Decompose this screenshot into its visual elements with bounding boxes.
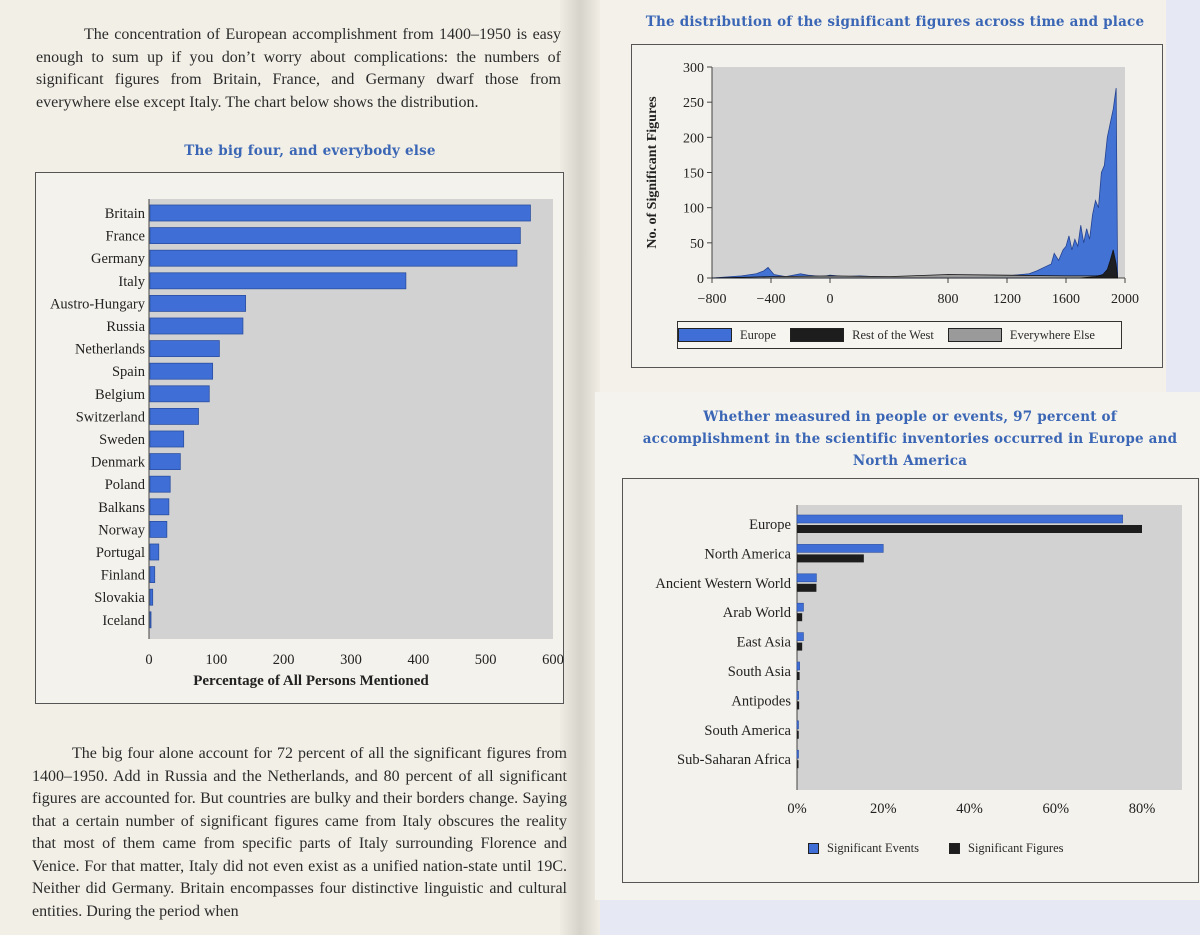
chart2-x-tick-800: −800 — [697, 292, 727, 307]
chart1-svg — [36, 173, 563, 703]
chart1-category-label-slovakia: Slovakia — [94, 590, 145, 607]
chart1-category-label-spain: Spain — [111, 364, 145, 381]
chart1-bar-britain — [150, 205, 530, 221]
chart3-bar-events-ancient-western-world — [797, 574, 816, 582]
chart3-x-tick-20: 20% — [869, 801, 897, 817]
chart3-category-label-south-asia: South Asia — [727, 664, 791, 680]
chart1-x-tick-300: 300 — [340, 652, 362, 668]
chart2-x-tick-400: −400 — [756, 292, 786, 307]
chart1-category-label-russia: Russia — [106, 319, 145, 335]
chart1-bar-belgium — [150, 386, 209, 402]
chart3-category-label-north-america: North America — [704, 546, 791, 563]
legend-item-significant-figures — [949, 841, 1063, 856]
chart3-bar-events-east-asia — [797, 633, 803, 641]
chart3-frame — [622, 478, 1199, 883]
legend-label-significant-events: Significant Events — [827, 840, 919, 855]
chart3-category-label-ancient-western-world: Ancient Western World — [655, 575, 791, 592]
chart3-x-tick-80: 80% — [1128, 801, 1156, 817]
chart2-y-axis-label: No. of Significant Figures — [645, 96, 660, 249]
chart1-x-tick-100: 100 — [205, 652, 228, 668]
chart2-y-tick-200: 200 — [683, 131, 704, 147]
chart1-category-label-britain: Britain — [104, 206, 145, 222]
chart3-bar-figures-arab-world — [797, 613, 802, 621]
chart1-bar-balkans — [150, 499, 169, 515]
legend-swatch-rest-of-west — [790, 328, 844, 342]
legend-swatch-significant-events — [808, 843, 819, 854]
chart2-frame — [631, 44, 1163, 368]
chart2-title: The distribution of the significant figures across time and place — [645, 14, 1145, 30]
chart3-bar-events-south-america — [797, 721, 799, 729]
chart1-category-label-belgium: Belgium — [95, 386, 145, 403]
legend-label-everywhere-else: Everywhere Else — [1009, 327, 1095, 342]
chart1-category-label-germany: Germany — [91, 251, 145, 268]
chart3-category-label-arab-world: Arab World — [722, 605, 791, 622]
chart3-category-label-south-america: South America — [704, 722, 791, 739]
paragraph-bottom: The big four alone account for 72 percent of all the significant figures from 1400–1950. Add in Russia and the Netherlands, and 80 percent of all significant figures are accounted for. But countries are bulky and their borders change. Saying that a certain number of significant figures came from Italy obscures the reality that most of them came from specific parts of Italy surrounding Florence and Venice. For that matter, Italy did not even exist as a unified nation-state until 19C. Neither did Germany. Britain encompasses four distinctive linguistic and cultural entities. During the period when — [32, 745, 567, 920]
chart2-x-tick-2000: 2000 — [1111, 292, 1139, 307]
chart2-y-tick-250: 250 — [683, 96, 704, 112]
legend-item-rest-of-west — [790, 328, 934, 343]
chart3-bar-events-antipodes — [797, 691, 799, 699]
chart1-category-label-sweden: Sweden — [99, 432, 145, 448]
legend-label-significant-figures: Significant Figures — [968, 840, 1064, 855]
chart3-bar-events-south-asia — [797, 662, 800, 670]
chart1-bar-switzerland — [150, 408, 198, 424]
chart1-bar-spain — [150, 363, 213, 379]
chart1-bar-france — [150, 228, 520, 244]
chart1-category-label-italy: Italy — [118, 273, 145, 290]
chart1-bar-italy — [150, 273, 406, 289]
chart3-bar-events-arab-world — [797, 603, 803, 611]
chart2-legend — [677, 321, 1122, 349]
chart1-bar-portugal — [150, 544, 159, 560]
chart3-x-tick-40: 40% — [956, 801, 983, 817]
chart2-y-tick-300: 300 — [683, 61, 704, 76]
chart3-bar-figures-south-asia — [797, 672, 800, 680]
chart1-category-label-iceland: Iceland — [102, 612, 145, 629]
chart1-x-tick-500: 500 — [474, 652, 497, 668]
chart2-plot-area — [712, 67, 1125, 278]
chart3-bar-figures-ancient-western-world — [797, 584, 816, 592]
chart3-x-tick-0: 0% — [787, 801, 807, 817]
chart1-title: The big four, and everybody else — [184, 143, 436, 159]
chart1-x-tick-400: 400 — [407, 652, 430, 668]
legend-label-rest-of-west: Rest of the West — [852, 327, 934, 342]
legend-item-everywhere-else — [948, 328, 1095, 343]
chart1-bar-poland — [150, 476, 170, 492]
chart1-category-label-balkans: Balkans — [98, 499, 145, 516]
legend-item-europe — [678, 328, 776, 343]
chart1-x-tick-0: 0 — [145, 652, 153, 668]
chart1-bar-denmark — [150, 454, 180, 470]
chart1-bar-norway — [150, 521, 167, 537]
chart1-bar-netherlands — [150, 341, 219, 357]
chart3-category-label-antipodes: Antipodes — [731, 693, 791, 710]
chart3-category-label-europe: Europe — [749, 517, 791, 533]
chart3-bar-figures-north-america — [797, 554, 864, 562]
paragraph-top: The concentration of European accomplishment from 1400–1950 is easy enough to sum up if you don’t worry about complications: the numbers of significant figures from Britain, France, and Germany dwarf those from everywhere else except Italy. The chart below shows the distribution. — [36, 26, 561, 111]
chart3-bar-figures-south-america — [797, 731, 799, 739]
chart2-x-tick-0: 0 — [826, 292, 834, 307]
chart2-x-tick-1600: 1600 — [1052, 292, 1080, 307]
chart1-category-label-denmark: Denmark — [91, 454, 145, 471]
chart3-title: Whether measured in people or events, 97 percent of accomplishment in the scientific inventories occurred in Europe and North America — [642, 409, 1178, 469]
chart1-category-label-norway: Norway — [98, 522, 145, 539]
chart3-bar-figures-east-asia — [797, 643, 802, 651]
chart1-bar-austro-hungary — [150, 295, 246, 311]
chart1-frame — [35, 172, 564, 704]
chart1-category-label-netherlands: Netherlands — [74, 341, 145, 358]
chart1-category-label-switzerland: Switzerland — [75, 409, 145, 426]
chart3-bar-figures-antipodes — [797, 701, 799, 709]
chart2-x-tick-1200: 1200 — [993, 292, 1021, 307]
chart1-bar-finland — [150, 567, 155, 583]
chart3-bar-events-europe — [797, 515, 1123, 523]
chart1-category-label-france: France — [105, 228, 145, 245]
chart2-y-tick-0: 0 — [697, 272, 704, 287]
chart1-x-tick-200: 200 — [272, 652, 295, 668]
chart2-y-tick-50: 50 — [690, 236, 704, 252]
chart3-bar-figures-europe — [797, 525, 1142, 533]
legend-swatch-significant-figures — [949, 843, 960, 854]
chart3-category-label-east-asia: East Asia — [736, 634, 791, 651]
legend-item-significant-events — [808, 841, 919, 856]
chart2-y-tick-150: 150 — [683, 166, 704, 182]
chart1-bar-slovakia — [150, 589, 153, 605]
chart1-category-label-finland: Finland — [100, 567, 145, 584]
legend-label-europe: Europe — [740, 327, 777, 342]
chart3-svg — [623, 479, 1198, 882]
chart1-bar-germany — [150, 250, 517, 266]
chart1-x-axis-label: Percentage of All Persons Mentioned — [193, 673, 429, 689]
legend-swatch-europe — [678, 328, 732, 342]
chart1-category-label-portugal: Portugal — [95, 545, 145, 561]
chart1-category-label-austro-hungary: Austro-Hungary — [49, 296, 145, 313]
chart2-x-tick-800: 800 — [937, 292, 959, 307]
legend-swatch-everywhere-else — [948, 328, 1002, 342]
chart2-y-tick-100: 100 — [683, 201, 704, 217]
chart1-x-tick-600: 600 — [542, 652, 564, 668]
chart1-bar-sweden — [150, 431, 184, 447]
chart1-category-label-poland: Poland — [104, 477, 145, 494]
chart1-bar-russia — [150, 318, 243, 334]
chart3-x-tick-60: 60% — [1042, 801, 1070, 817]
chart3-category-label-sub-saharan-africa: Sub-Saharan Africa — [677, 752, 791, 769]
chart2-svg — [632, 45, 1162, 367]
chart3-bar-events-north-america — [797, 544, 883, 552]
chart3-legend — [808, 834, 1118, 862]
chart1-bar-iceland — [150, 612, 151, 628]
chart3-bar-figures-sub-saharan-africa — [797, 760, 799, 768]
chart3-bar-events-sub-saharan-africa — [797, 750, 799, 758]
